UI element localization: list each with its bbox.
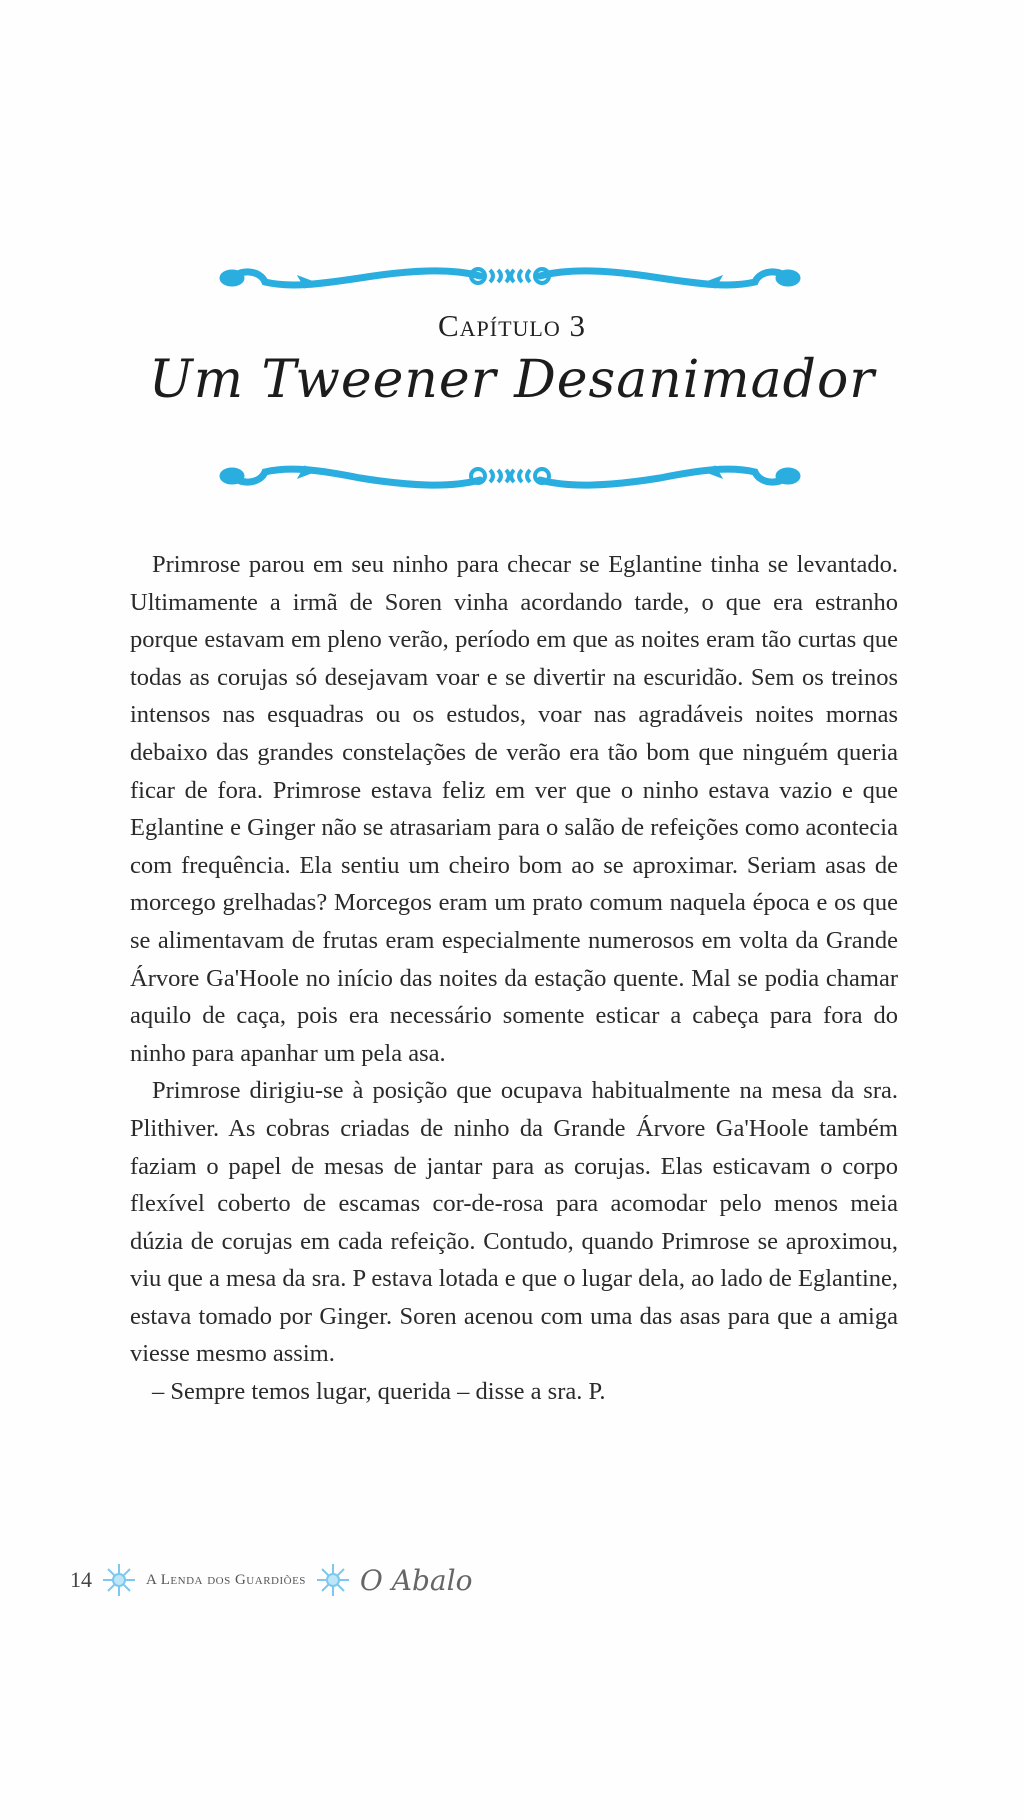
series-title: A Lenda dos Guardiões (146, 1571, 306, 1588)
chapter-body (130, 546, 898, 1411)
chapter-title: Um Tweener Desanimador (148, 350, 876, 410)
snowflake-icon (102, 1563, 136, 1597)
chapter-label: Capítulo 3 (437, 308, 587, 343)
running-footer (70, 1560, 472, 1600)
paragraph: Primrose dirigiu-se à posição que ocupava habitualmente na mesa da sra. Plithiver. As cobras criadas de ninho da Grande Árvore Ga'Hoole também faziam o papel de mesas de jantar para as corujas. Elas esticavam o corpo flexível coberto de escamas cor-de-rosa para acomodar pelo menos meia dúzia de corujas em cada refeição. Contudo, quando Primrose se aproximou, viu que a mesa da sra. P estava lotada e que o lugar dela, ao lado de Eglantine, estava tomado por Ginger. Soren acenou com uma das asas para que a amiga viesse mesmo assim. (130, 1077, 898, 1368)
paragraph: Primrose parou em seu ninho para checar se Eglantine tinha se levantado. Ultimamente a irmã de Soren vinha acordando tarde, o que era estranho porque estavam em pleno verão, período em que as noites eram tão curtas que todas as corujas só desejavam voar e se divertir na escuridão. Sem os treinos intensos nas esquadras ou os estudos, voar nas agradáveis noites mornas debaixo das grandes constelações de verão era tão bom que ninguém queria ficar de fora. Primrose estava feliz em ver que o ninho estava vazio e que Eglantine e Ginger não se atrasariam para o salão de refeições como acontecia com frequência. Ela sentiu um cheiro bom ao se aproximar. Seriam asas de morcego grelhadas? Morcegos eram um prato comum naquela época e os que se alimentavam de frutas eram especialmente numerosos em volta da Grande Árvore Ga'Hoole no início das noites da estação quente. Mal se podia chamar aquilo de caça, pois era necessário somente esticar a cabeça para fora do ninho para apanhar um pela asa. (130, 551, 898, 1067)
ornament-top-icon (210, 248, 810, 308)
page-number: 14 (70, 1567, 92, 1592)
snowflake-icon (316, 1563, 350, 1597)
paragraph: – Sempre temos lugar, querida – disse a sra. P. (152, 1378, 606, 1406)
ornament-bottom-icon (210, 444, 810, 504)
book-title: O Abalo (359, 1563, 473, 1597)
